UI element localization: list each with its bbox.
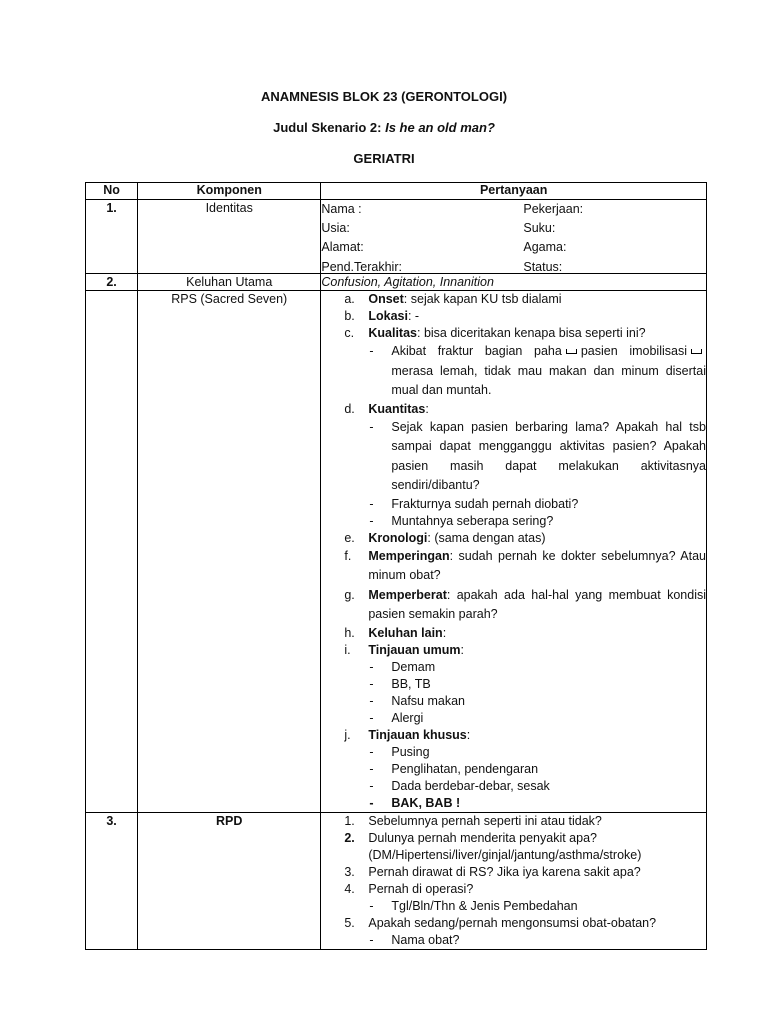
list-item: [321, 830, 706, 864]
list-marker: e.: [344, 530, 355, 545]
sub-item: [321, 761, 706, 778]
dash-marker: -: [369, 710, 374, 725]
item-keyword: Lokasi: [368, 309, 408, 323]
dash-marker: -: [369, 932, 374, 947]
sub-text: Pusing: [391, 744, 430, 759]
list-marker: 5.: [344, 915, 355, 930]
sub-text: Sejak kapan pasien berbaring lama? Apakah hal tsb sampai dapat mengganggu aktivitas pasien? Apakah pasien masih dapat melakukan aktivitasnya sendiri/dibantu?: [391, 419, 706, 492]
keluhan-utama-text: Confusion, Agitation, Innanition: [321, 274, 707, 291]
sub-text: Penglihatan, pendengaran: [391, 761, 539, 776]
list-item: [321, 586, 706, 625]
dash-marker: -: [369, 659, 374, 674]
scenario-name: Is he an old man?: [385, 120, 495, 135]
table-row: [86, 291, 707, 813]
dash-marker: -: [369, 344, 374, 358]
list-item: [321, 727, 706, 744]
list-marker: g.: [344, 587, 355, 602]
identitas-line: [321, 257, 706, 273]
list-marker: d.: [344, 401, 355, 416]
dash-marker: -: [369, 513, 374, 528]
sub-text: pasien imobilisasi: [580, 344, 687, 358]
dash-marker: -: [369, 795, 374, 810]
item-text: :: [466, 727, 471, 742]
sub-item: [321, 795, 706, 812]
sub-text: Frakturnya sudah pernah diobati?: [391, 496, 579, 511]
item-text: : (sama dengan atas): [427, 530, 546, 545]
sub-item: [321, 659, 706, 676]
field-usia: Usia:: [321, 221, 350, 235]
list-item: [321, 308, 706, 325]
komponen-rpd: RPD: [138, 812, 321, 949]
col-header-komponen: Komponen: [138, 183, 321, 200]
item-keyword: Tinjauan umum: [368, 642, 461, 657]
item-text: Pernah di operasi?: [368, 881, 474, 896]
sub-item: [321, 744, 706, 761]
sub-text: BAK, BAB !: [391, 795, 461, 810]
list-marker: f.: [344, 548, 352, 563]
section-title: GERIATRI: [353, 151, 415, 166]
komponen-keluhan-utama: Keluhan Utama: [138, 274, 321, 291]
list-marker: j.: [344, 727, 351, 742]
row-number: 1.: [86, 200, 138, 274]
table-header-row: [86, 183, 707, 200]
field-suku: Suku:: [523, 221, 556, 235]
item-keyword: Kuantitas: [368, 401, 426, 416]
komponen-rps: RPS (Sacred Seven): [138, 291, 321, 813]
sub-text: Dada berdebar-debar, sesak: [391, 778, 550, 793]
row-number: 2.: [86, 274, 138, 291]
sub-text: merasa lemah, tidak mau makan dan minum disertai mual dan muntah.: [391, 363, 706, 397]
identitas-line: [321, 200, 706, 219]
list-marker: b.: [344, 309, 355, 323]
sub-item: [321, 898, 706, 915]
sub-text: Nafsu makan: [391, 693, 466, 708]
item-text: : apakah ada hal-hal yang membuat kondisi pasien semakin parah?: [368, 587, 706, 621]
list-item: [321, 291, 706, 308]
identitas-line: [321, 238, 706, 257]
item-keyword: Tinjauan khusus: [368, 727, 467, 742]
identitas-fields: [321, 200, 707, 274]
table-row: [86, 200, 707, 274]
list-marker: 1.: [344, 813, 355, 828]
item-text: :: [460, 642, 464, 657]
document-title: ANAMNESIS BLOK 23 (GERONTOLOGI): [260, 89, 508, 104]
list-item: [321, 625, 706, 642]
dash-marker: -: [369, 496, 374, 511]
sub-text: Akibat fraktur bagian paha: [391, 344, 562, 358]
list-marker: 2.: [344, 830, 355, 845]
list-item: [321, 401, 706, 418]
list-marker: 4.: [344, 881, 355, 896]
row-number: 3.: [86, 812, 138, 949]
list-item: [321, 915, 706, 932]
rpd-questions: [321, 812, 707, 949]
field-nama: Nama :: [321, 202, 362, 216]
list-marker: 3.: [344, 864, 355, 879]
item-text: : sudah pernah ke dokter sebelumnya? Atau minum obat?: [368, 548, 706, 582]
dash-marker: -: [369, 761, 374, 776]
list-item: [321, 642, 706, 659]
table-row: [86, 274, 707, 291]
col-header-pertanyaan: Pertanyaan: [321, 183, 707, 200]
item-text: Sebelumnya pernah seperti ini atau tidak?: [368, 813, 602, 828]
field-pekerjaan: Pekerjaan:: [523, 202, 584, 216]
field-alamat: Alamat:: [321, 240, 364, 254]
arrow-icon: [691, 349, 702, 354]
sub-item: [321, 496, 706, 513]
dash-marker: -: [369, 898, 374, 913]
list-item: [321, 325, 706, 342]
item-text: Dulunya pernah menderita penyakit apa? (DM/Hipertensi/liver/ginjal/jantung/asthma/stroke): [368, 830, 642, 862]
komponen-identitas: Identitas: [138, 200, 321, 274]
item-text: Apakah sedang/pernah mengonsumsi obat-obatan?: [368, 915, 657, 930]
item-text: :: [442, 625, 447, 640]
item-text: : sejak kapan KU tsb dialami: [403, 292, 562, 306]
row-number-empty: [86, 291, 138, 813]
anamnesis-table: [85, 182, 707, 950]
list-marker: i.: [344, 642, 351, 657]
item-text: : -: [407, 309, 420, 323]
field-pendidikan: Pend.Terakhir:: [321, 260, 402, 274]
col-header-no: No: [86, 183, 138, 200]
sub-item: [321, 513, 706, 530]
sub-item: [321, 676, 706, 693]
sub-item: [321, 932, 706, 949]
sub-item: [321, 778, 706, 795]
list-item: [321, 864, 706, 881]
list-item: [321, 881, 706, 898]
sub-text: Tgl/Bln/Thn & Jenis Pembedahan: [391, 898, 578, 913]
item-keyword: Keluhan lain: [368, 625, 443, 640]
sub-item: [321, 710, 706, 727]
arrow-icon: [566, 349, 577, 354]
sub-item: [321, 693, 706, 710]
sub-text: Demam: [391, 659, 436, 674]
sub-item: [321, 342, 706, 401]
item-text: : bisa diceritakan kenapa bisa seperti ini?: [417, 326, 646, 340]
rps-questions: [321, 291, 707, 813]
scenario-label: Judul Skenario 2:: [273, 120, 382, 135]
item-keyword: Memperingan: [368, 548, 450, 563]
dash-marker: -: [369, 419, 374, 434]
item-keyword: Kronologi: [368, 530, 428, 545]
field-agama: Agama:: [523, 240, 567, 254]
list-marker: c.: [344, 326, 355, 340]
scenario-title: [0, 120, 768, 135]
dash-marker: -: [369, 778, 374, 793]
sub-text: Alergi: [391, 710, 424, 725]
item-text: Pernah dirawat di RS? Jika iya karena sakit apa?: [368, 864, 641, 879]
sub-text: BB, TB: [391, 676, 431, 691]
sub-text: Nama obat?: [391, 932, 460, 947]
list-marker: a.: [344, 292, 355, 306]
sub-text: Muntahnya seberapa sering?: [391, 513, 554, 528]
field-status: Status:: [523, 260, 563, 274]
item-keyword: Onset: [368, 292, 404, 306]
item-keyword: Memperberat: [368, 587, 447, 602]
item-keyword: Kualitas: [368, 326, 417, 340]
list-item: [321, 813, 706, 830]
list-item: [321, 530, 706, 547]
dash-marker: -: [369, 744, 374, 759]
sub-item: [321, 418, 706, 496]
identitas-line: [321, 219, 706, 238]
list-marker: h.: [344, 625, 355, 640]
item-text: :: [425, 401, 429, 416]
table-row: [86, 812, 707, 949]
list-item: [321, 547, 706, 586]
dash-marker: -: [369, 693, 374, 708]
dash-marker: -: [369, 676, 374, 691]
